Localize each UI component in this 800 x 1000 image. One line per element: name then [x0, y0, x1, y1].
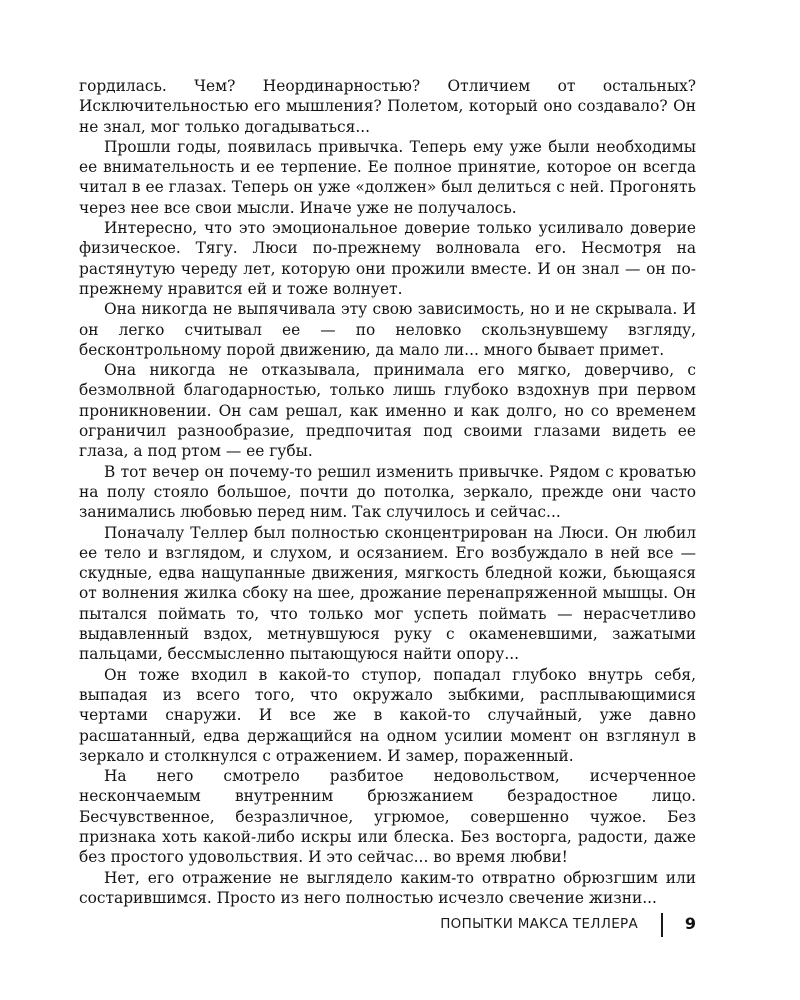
page-footer	[79, 913, 696, 937]
paragraph-10: Нет, его отражение не выглядело каким-то отвратно обрюзгшим или состарившимся. Просто из него полностью исчезло свечение жизни...	[79, 868, 696, 907]
footer-divider	[661, 913, 663, 937]
page-number: 9	[684, 914, 696, 933]
paragraph-3: Интересно, что это эмоциональное доверие только усиливало доверие физическое. Тягу. Люси по-прежнему волновала его. Несмотря на растянутую череду лет, которую они прожили вместе. И он знал — он по-прежнему нравится ей и тоже волнует.	[79, 219, 696, 298]
paragraph-4: Она никогда не выпячивала эту свою зависимость, но и не скрывала. И он легко считывал ее — по неловко скользнувшему взгляду, бесконтрольному порой движению, да мало ли... много бывает примет.	[79, 300, 696, 359]
running-head-title: ПОПЫТКИ МАКСА ТЕЛЛЕРА	[440, 916, 638, 932]
page-body-text	[79, 76, 696, 908]
paragraph-9: На него смотрело разбитое недовольством, исчерченное нескончаемым внутренним брюзжанием безрадостное лицо. Бесчувственное, безразличное, угрюмое, совершенно чужое. Без признака хоть какой-либо искры или блеска. Без восторга, радости, даже без простого удовольствия. И это сейчас... во время любви!	[79, 767, 696, 867]
paragraph-8: Он тоже входил в какой-то ступор, попадал глубоко внутрь себя, выпадая из всего того, что окружало зыбкими, расплывающимися чертами снаружи. И все же в какой-то случайный, уже давно расшатанный, едва держащийся на одном усилии момент он взглянул в зеркало и столкнулся с отражением. И замер, пораженный.	[79, 665, 696, 765]
paragraph-2: Прошли годы, появилась привычка. Теперь ему уже были необходимы ее внимательность и ее терпение. Ее полное принятие, которое он всегда читал в ее глазах. Теперь он уже «должен» был делиться с ней. Прогонять через нее все свои мысли. Иначе уже не получалось.	[79, 137, 696, 217]
paragraph-6: В тот вечер он почему-то решил изменить привычке. Рядом с кроватью на полу стояло большое, почти до потолка, зеркало, прежде они часто занимались любовью перед ним. Так случилось и сейчас...	[79, 462, 696, 522]
paragraph-5: Она никогда не отказывала, принимала его мягко, доверчиво, с безмолвной благодарностью, только лишь глубоко вздохнув при первом проникновении. Он сам решал, как именно и как долго, но со временем ограничил разнообразие, предпочитая под своими глазами видеть ее глаза, а под ртом — ее губы.	[79, 361, 696, 461]
paragraph-1: гордилась. Чем? Неординарностью? Отличием от остальных? Исключительностью его мышления? Полетом, который оно создавало? Он не знал, мог только догадываться...	[79, 77, 696, 136]
paragraph-7: Поначалу Теллер был полностью сконцентрирован на Люси. Он любил ее тело и взглядом, и слухом, и осязанием. Его возбуждало в ней все — скудные, едва нащупанные движения, мягкость бледной кожи, бьющаяся от волнения жилка сбоку на шее, дрожание перенапряженной мышцы. Он пытался поймать то, что только мог успеть поймать — нерасчетливо выдавленный вздох, метнувшуюся руку с окаменевшими, зажатыми пальцами, бессмысленно пытающуюся найти опору...	[79, 523, 696, 664]
